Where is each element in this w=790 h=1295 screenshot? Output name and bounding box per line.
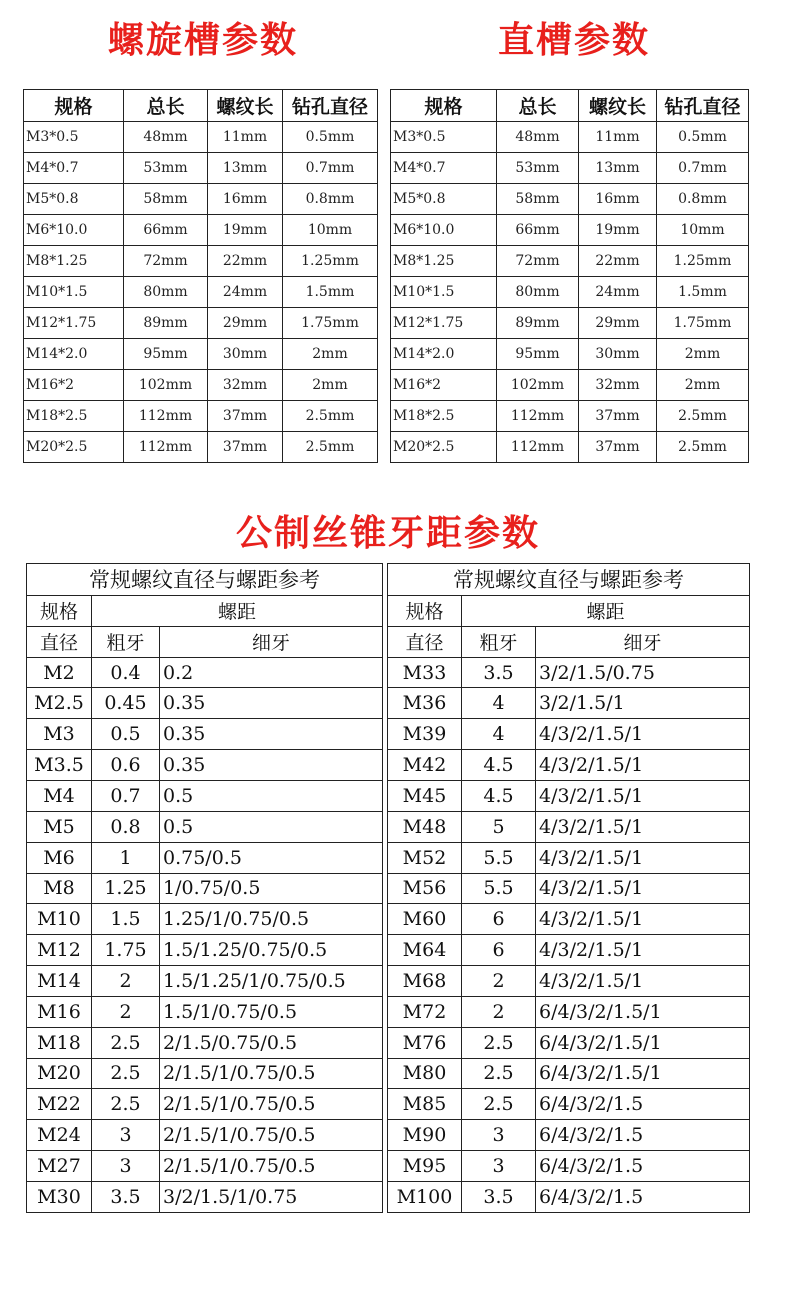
fine-pitch-cell: 4/3/2/1.5/1 <box>536 842 750 873</box>
table-row <box>27 657 383 688</box>
diameter-cell: M95 <box>388 1151 462 1182</box>
coarse-pitch-cell: 6 <box>462 904 536 935</box>
total-length-cell: 102mm <box>124 370 208 401</box>
fine-pitch-cell: 4/3/2/1.5/1 <box>536 873 750 904</box>
spec-cell: M16*2 <box>391 370 497 401</box>
coarse-pitch-cell: 3 <box>92 1151 160 1182</box>
fine-pitch-cell: 1.5/1/0.75/0.5 <box>160 996 383 1027</box>
diameter-cell: M3 <box>27 719 92 750</box>
total-length-cell: 95mm <box>497 339 579 370</box>
thread-length-cell: 37mm <box>579 432 657 463</box>
diameter-cell: M80 <box>388 1058 462 1089</box>
thread-length-cell: 30mm <box>208 339 283 370</box>
spec-cell: M6*10.0 <box>391 215 497 246</box>
fine-pitch-cell: 4/3/2/1.5/1 <box>536 780 750 811</box>
coarse-pitch-cell: 2.5 <box>462 1089 536 1120</box>
diameter-cell: M20 <box>27 1058 92 1089</box>
caption-row <box>27 564 383 596</box>
table-row <box>27 1181 383 1212</box>
table-row <box>388 966 750 997</box>
spec-cell: M6*10.0 <box>24 215 124 246</box>
diameter-cell: M45 <box>388 780 462 811</box>
table-row <box>391 122 749 153</box>
table-row <box>391 246 749 277</box>
table-row <box>388 1058 750 1089</box>
diameter-cell: M27 <box>27 1151 92 1182</box>
spec-cell: M14*2.0 <box>391 339 497 370</box>
diameter-cell: M33 <box>388 657 462 688</box>
coarse-pitch-cell: 4 <box>462 719 536 750</box>
coarse-pitch-cell: 0.7 <box>92 780 160 811</box>
drill-diameter-cell: 1.5mm <box>283 277 378 308</box>
diameter-cell: M2.5 <box>27 688 92 719</box>
spec-cell: M16*2 <box>24 370 124 401</box>
table-row <box>24 277 378 308</box>
drill-diameter-cell: 0.7mm <box>283 153 378 184</box>
coarse-pitch-cell: 3.5 <box>92 1181 160 1212</box>
spec-cell: M18*2.5 <box>391 401 497 432</box>
fine-pitch-cell: 6/4/3/2/1.5/1 <box>536 1027 750 1058</box>
spiral-flute-title: 螺旋槽参数 <box>108 20 299 61</box>
diameter-cell: M18 <box>27 1027 92 1058</box>
coarse-pitch-cell: 6 <box>462 935 536 966</box>
header-total-length: 总长 <box>497 90 579 122</box>
table-row <box>388 1181 750 1212</box>
table-row <box>24 246 378 277</box>
total-length-cell: 112mm <box>124 401 208 432</box>
spiral-flute-table <box>23 89 378 463</box>
spec-cell: M10*1.5 <box>24 277 124 308</box>
diameter-cell: M8 <box>27 873 92 904</box>
thread-length-cell: 13mm <box>579 153 657 184</box>
spec-cell: M3*0.5 <box>24 122 124 153</box>
table-row <box>388 1089 750 1120</box>
spec-cell: M12*1.75 <box>391 308 497 339</box>
diameter-cell: M36 <box>388 688 462 719</box>
header-row <box>27 595 383 626</box>
drill-diameter-cell: 1.75mm <box>657 308 749 339</box>
table-row <box>27 873 383 904</box>
spec-cell: M20*2.5 <box>24 432 124 463</box>
thread-length-cell: 29mm <box>579 308 657 339</box>
table-row <box>27 750 383 781</box>
table-row <box>27 780 383 811</box>
fine-pitch-cell: 1/0.75/0.5 <box>160 873 383 904</box>
diameter-cell: M2 <box>27 657 92 688</box>
total-length-cell: 66mm <box>497 215 579 246</box>
header-pitch: 螺距 <box>92 595 383 626</box>
diameter-cell: M16 <box>27 996 92 1027</box>
header-pitch: 螺距 <box>462 595 750 626</box>
header-spec: 规格 <box>391 90 497 122</box>
fine-pitch-cell: 0.5 <box>160 780 383 811</box>
diameter-cell: M14 <box>27 966 92 997</box>
total-length-cell: 72mm <box>497 246 579 277</box>
table-row <box>24 339 378 370</box>
table-row <box>24 370 378 401</box>
coarse-pitch-cell: 0.45 <box>92 688 160 719</box>
drill-diameter-cell: 0.5mm <box>657 122 749 153</box>
fine-pitch-cell: 6/4/3/2/1.5/1 <box>536 996 750 1027</box>
thread-length-cell: 22mm <box>579 246 657 277</box>
table-row <box>391 184 749 215</box>
caption-row <box>388 564 750 596</box>
drill-diameter-cell: 1.25mm <box>283 246 378 277</box>
table-row <box>27 1120 383 1151</box>
table-row <box>388 688 750 719</box>
total-length-cell: 95mm <box>124 339 208 370</box>
table-row <box>391 153 749 184</box>
table-row <box>24 432 378 463</box>
total-length-cell: 53mm <box>124 153 208 184</box>
coarse-pitch-cell: 2 <box>462 966 536 997</box>
fine-pitch-cell: 0.35 <box>160 750 383 781</box>
fine-pitch-cell: 2/1.5/0.75/0.5 <box>160 1027 383 1058</box>
fine-pitch-cell: 6/4/3/2/1.5 <box>536 1181 750 1212</box>
header-diameter: 直径 <box>388 626 462 657</box>
drill-diameter-cell: 2.5mm <box>283 432 378 463</box>
header-drill-diameter: 钻孔直径 <box>657 90 749 122</box>
fine-pitch-cell: 4/3/2/1.5/1 <box>536 750 750 781</box>
table-row <box>24 308 378 339</box>
thread-length-cell: 13mm <box>208 153 283 184</box>
coarse-pitch-cell: 3 <box>462 1151 536 1182</box>
header-fine: 细牙 <box>160 626 383 657</box>
diameter-cell: M3.5 <box>27 750 92 781</box>
thread-length-cell: 37mm <box>579 401 657 432</box>
table-row <box>391 432 749 463</box>
coarse-pitch-cell: 2.5 <box>92 1089 160 1120</box>
diameter-cell: M10 <box>27 904 92 935</box>
fine-pitch-cell: 4/3/2/1.5/1 <box>536 719 750 750</box>
header-drill-diameter: 钻孔直径 <box>283 90 378 122</box>
diameter-cell: M100 <box>388 1181 462 1212</box>
coarse-pitch-cell: 2 <box>92 996 160 1027</box>
total-length-cell: 58mm <box>124 184 208 215</box>
coarse-pitch-cell: 2.5 <box>462 1058 536 1089</box>
drill-diameter-cell: 0.5mm <box>283 122 378 153</box>
fine-pitch-cell: 4/3/2/1.5/1 <box>536 966 750 997</box>
fine-pitch-cell: 1.5/1.25/0.75/0.5 <box>160 935 383 966</box>
header-spec: 规格 <box>388 595 462 626</box>
header-row <box>388 626 750 657</box>
total-length-cell: 58mm <box>497 184 579 215</box>
coarse-pitch-cell: 1 <box>92 842 160 873</box>
diameter-cell: M22 <box>27 1089 92 1120</box>
coarse-pitch-cell: 3 <box>92 1120 160 1151</box>
fine-pitch-cell: 0.75/0.5 <box>160 842 383 873</box>
table-row <box>27 688 383 719</box>
coarse-pitch-cell: 3.5 <box>462 1181 536 1212</box>
fine-pitch-cell: 6/4/3/2/1.5/1 <box>536 1058 750 1089</box>
table-row <box>391 339 749 370</box>
fine-pitch-cell: 2/1.5/1/0.75/0.5 <box>160 1058 383 1089</box>
fine-pitch-cell: 3/2/1.5/1 <box>536 688 750 719</box>
spec-cell: M14*2.0 <box>24 339 124 370</box>
thread-length-cell: 37mm <box>208 432 283 463</box>
coarse-pitch-cell: 0.8 <box>92 811 160 842</box>
fine-pitch-cell: 4/3/2/1.5/1 <box>536 904 750 935</box>
coarse-pitch-cell: 1.5 <box>92 904 160 935</box>
diameter-cell: M12 <box>27 935 92 966</box>
fine-pitch-cell: 3/2/1.5/1/0.75 <box>160 1181 383 1212</box>
drill-diameter-cell: 10mm <box>657 215 749 246</box>
table-row <box>27 719 383 750</box>
thread-length-cell: 24mm <box>579 277 657 308</box>
table-row <box>27 935 383 966</box>
spec-cell: M12*1.75 <box>24 308 124 339</box>
coarse-pitch-cell: 0.5 <box>92 719 160 750</box>
diameter-cell: M30 <box>27 1181 92 1212</box>
diameter-cell: M39 <box>388 719 462 750</box>
thread-pitch-table-left <box>26 563 383 1213</box>
drill-diameter-cell: 10mm <box>283 215 378 246</box>
fine-pitch-cell: 4/3/2/1.5/1 <box>536 935 750 966</box>
thread-length-cell: 19mm <box>208 215 283 246</box>
spec-cell: M5*0.8 <box>391 184 497 215</box>
diameter-cell: M42 <box>388 750 462 781</box>
spec-cell: M5*0.8 <box>24 184 124 215</box>
header-spec: 规格 <box>24 90 124 122</box>
header-coarse: 粗牙 <box>462 626 536 657</box>
thread-length-cell: 16mm <box>579 184 657 215</box>
straight-flute-title: 直槽参数 <box>498 20 651 61</box>
thread-length-cell: 11mm <box>208 122 283 153</box>
diameter-cell: M24 <box>27 1120 92 1151</box>
diameter-cell: M52 <box>388 842 462 873</box>
thread-length-cell: 22mm <box>208 246 283 277</box>
drill-diameter-cell: 2.5mm <box>283 401 378 432</box>
fine-pitch-cell: 0.2 <box>160 657 383 688</box>
table-row <box>27 842 383 873</box>
fine-pitch-cell: 6/4/3/2/1.5 <box>536 1151 750 1182</box>
drill-diameter-cell: 1.75mm <box>283 308 378 339</box>
drill-diameter-cell: 2.5mm <box>657 401 749 432</box>
table-row <box>27 996 383 1027</box>
table-row <box>388 719 750 750</box>
drill-diameter-cell: 2mm <box>657 370 749 401</box>
table-row <box>27 1027 383 1058</box>
coarse-pitch-cell: 4.5 <box>462 780 536 811</box>
metric-tap-pitch-title: 公制丝锥牙距参数 <box>236 513 541 554</box>
table-caption: 常规螺纹直径与螺距参考 <box>27 564 383 596</box>
thread-length-cell: 37mm <box>208 401 283 432</box>
diameter-cell: M72 <box>388 996 462 1027</box>
diameter-cell: M76 <box>388 1027 462 1058</box>
table-row <box>27 811 383 842</box>
total-length-cell: 48mm <box>497 122 579 153</box>
drill-diameter-cell: 2.5mm <box>657 432 749 463</box>
drill-diameter-cell: 2mm <box>283 370 378 401</box>
spec-cell: M3*0.5 <box>391 122 497 153</box>
spec-cell: M8*1.25 <box>24 246 124 277</box>
table-row <box>388 904 750 935</box>
fine-pitch-cell: 6/4/3/2/1.5 <box>536 1089 750 1120</box>
total-length-cell: 89mm <box>124 308 208 339</box>
fine-pitch-cell: 2/1.5/1/0.75/0.5 <box>160 1120 383 1151</box>
coarse-pitch-cell: 2.5 <box>92 1027 160 1058</box>
total-length-cell: 66mm <box>124 215 208 246</box>
total-length-cell: 112mm <box>497 432 579 463</box>
fine-pitch-cell: 2/1.5/1/0.75/0.5 <box>160 1089 383 1120</box>
total-length-cell: 80mm <box>124 277 208 308</box>
drill-diameter-cell: 0.8mm <box>657 184 749 215</box>
diameter-cell: M64 <box>388 935 462 966</box>
total-length-cell: 102mm <box>497 370 579 401</box>
thread-length-cell: 29mm <box>208 308 283 339</box>
fine-pitch-cell: 3/2/1.5/0.75 <box>536 657 750 688</box>
thread-length-cell: 19mm <box>579 215 657 246</box>
diameter-cell: M56 <box>388 873 462 904</box>
fine-pitch-cell: 6/4/3/2/1.5 <box>536 1120 750 1151</box>
coarse-pitch-cell: 1.75 <box>92 935 160 966</box>
total-length-cell: 112mm <box>497 401 579 432</box>
fine-pitch-cell: 0.35 <box>160 719 383 750</box>
fine-pitch-cell: 0.35 <box>160 688 383 719</box>
table-row <box>388 935 750 966</box>
table-row <box>27 1058 383 1089</box>
drill-diameter-cell: 0.7mm <box>657 153 749 184</box>
diameter-cell: M4 <box>27 780 92 811</box>
table-row <box>388 750 750 781</box>
header-row <box>388 595 750 626</box>
coarse-pitch-cell: 2 <box>92 966 160 997</box>
header-thread-length: 螺纹长 <box>208 90 283 122</box>
table-row <box>391 308 749 339</box>
thread-length-cell: 16mm <box>208 184 283 215</box>
total-length-cell: 72mm <box>124 246 208 277</box>
table-row <box>388 873 750 904</box>
table-row <box>24 215 378 246</box>
fine-pitch-cell: 0.5 <box>160 811 383 842</box>
coarse-pitch-cell: 5.5 <box>462 873 536 904</box>
coarse-pitch-cell: 3.5 <box>462 657 536 688</box>
diameter-cell: M6 <box>27 842 92 873</box>
thread-pitch-table-right <box>387 563 750 1213</box>
coarse-pitch-cell: 4.5 <box>462 750 536 781</box>
total-length-cell: 48mm <box>124 122 208 153</box>
table-caption: 常规螺纹直径与螺距参考 <box>388 564 750 596</box>
header-thread-length: 螺纹长 <box>579 90 657 122</box>
table-row <box>27 966 383 997</box>
coarse-pitch-cell: 4 <box>462 688 536 719</box>
table-row <box>24 401 378 432</box>
coarse-pitch-cell: 0.6 <box>92 750 160 781</box>
thread-length-cell: 32mm <box>208 370 283 401</box>
diameter-cell: M90 <box>388 1120 462 1151</box>
table-row <box>27 904 383 935</box>
table-header-row <box>24 90 378 122</box>
thread-length-cell: 30mm <box>579 339 657 370</box>
table-row <box>388 1120 750 1151</box>
fine-pitch-cell: 4/3/2/1.5/1 <box>536 811 750 842</box>
spec-cell: M4*0.7 <box>24 153 124 184</box>
total-length-cell: 112mm <box>124 432 208 463</box>
spec-cell: M18*2.5 <box>24 401 124 432</box>
thread-length-cell: 11mm <box>579 122 657 153</box>
table-row <box>388 1027 750 1058</box>
fine-pitch-cell: 2/1.5/1/0.75/0.5 <box>160 1151 383 1182</box>
table-row <box>24 153 378 184</box>
spec-cell: M20*2.5 <box>391 432 497 463</box>
diameter-cell: M68 <box>388 966 462 997</box>
table-row <box>24 122 378 153</box>
header-spec: 规格 <box>27 595 92 626</box>
header-coarse: 粗牙 <box>92 626 160 657</box>
table-row <box>388 996 750 1027</box>
total-length-cell: 89mm <box>497 308 579 339</box>
diameter-cell: M85 <box>388 1089 462 1120</box>
total-length-cell: 53mm <box>497 153 579 184</box>
table-row <box>388 811 750 842</box>
spec-cell: M8*1.25 <box>391 246 497 277</box>
header-diameter: 直径 <box>27 626 92 657</box>
table-row <box>391 370 749 401</box>
coarse-pitch-cell: 3 <box>462 1120 536 1151</box>
total-length-cell: 80mm <box>497 277 579 308</box>
fine-pitch-cell: 1.25/1/0.75/0.5 <box>160 904 383 935</box>
spec-cell: M4*0.7 <box>391 153 497 184</box>
table-row <box>27 1089 383 1120</box>
diameter-cell: M5 <box>27 811 92 842</box>
drill-diameter-cell: 2mm <box>283 339 378 370</box>
table-row <box>27 1151 383 1182</box>
coarse-pitch-cell: 2.5 <box>462 1027 536 1058</box>
header-row <box>27 626 383 657</box>
drill-diameter-cell: 0.8mm <box>283 184 378 215</box>
coarse-pitch-cell: 0.4 <box>92 657 160 688</box>
spec-cell: M10*1.5 <box>391 277 497 308</box>
coarse-pitch-cell: 1.25 <box>92 873 160 904</box>
table-row <box>391 215 749 246</box>
header-total-length: 总长 <box>124 90 208 122</box>
table-row <box>388 780 750 811</box>
straight-flute-table <box>390 89 749 463</box>
coarse-pitch-cell: 5.5 <box>462 842 536 873</box>
table-row <box>391 401 749 432</box>
table-header-row <box>391 90 749 122</box>
table-row <box>388 1151 750 1182</box>
diameter-cell: M48 <box>388 811 462 842</box>
table-row <box>388 657 750 688</box>
drill-diameter-cell: 1.25mm <box>657 246 749 277</box>
diameter-cell: M60 <box>388 904 462 935</box>
coarse-pitch-cell: 2 <box>462 996 536 1027</box>
thread-length-cell: 32mm <box>579 370 657 401</box>
table-row <box>391 277 749 308</box>
header-fine: 细牙 <box>536 626 750 657</box>
table-row <box>24 184 378 215</box>
coarse-pitch-cell: 5 <box>462 811 536 842</box>
fine-pitch-cell: 1.5/1.25/1/0.75/0.5 <box>160 966 383 997</box>
table-row <box>388 842 750 873</box>
thread-length-cell: 24mm <box>208 277 283 308</box>
drill-diameter-cell: 1.5mm <box>657 277 749 308</box>
drill-diameter-cell: 2mm <box>657 339 749 370</box>
coarse-pitch-cell: 2.5 <box>92 1058 160 1089</box>
